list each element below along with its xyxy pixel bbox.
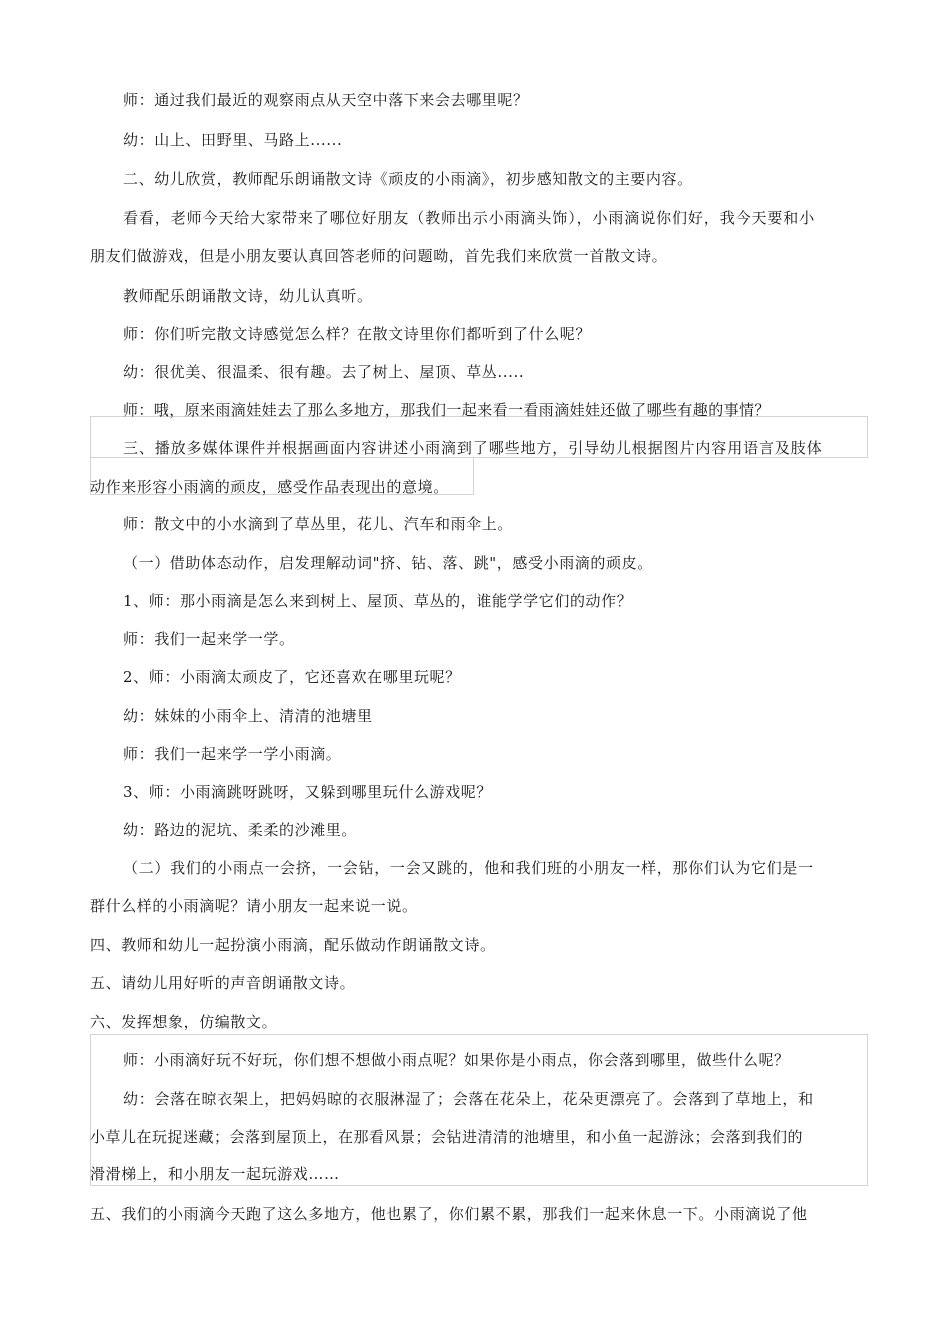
text-line: （二）我们的小雨点一会挤，一会钻，一会又跳的，他和我们班的小朋友一样，那你们认为它们是一 [123, 859, 814, 877]
text-line: 师：哦，原来雨滴娃娃去了那么多地方，那我们一起来看一看雨滴娃娃还做了哪些有趣的事情？ [123, 401, 770, 419]
text-line: 小草儿在玩捉迷藏；会落到屋顶上，在那看风景；会钻进清清的池塘里，和小鱼一起游泳；会落到我们的 [90, 1128, 804, 1146]
text-line: 五、请幼儿用好听的声音朗诵散文诗。 [90, 974, 356, 992]
text-line: 教师配乐朗诵散文诗，幼儿认真听。 [123, 287, 373, 305]
text-line: 幼：会落在晾衣架上，把妈妈晾的衣服淋湿了；会落在花朵上，花朵更漂亮了。会落到了草地上，和 [123, 1090, 814, 1108]
text-line: 1、师：那小雨滴是怎么来到树上、屋顶、草丛的，谁能学学它们的动作？ [123, 592, 633, 610]
text-line: 3、师：小雨滴跳呀跳呀，又躲到哪里玩什么游戏呢？ [123, 783, 492, 801]
text-line: 看看，老师今天给大家带来了哪位好朋友（教师出示小雨滴头饰），小雨滴说你们好，我今天要和小 [123, 209, 816, 227]
text-line: 师：我们一起来学一学小雨滴。 [123, 745, 342, 763]
text-line: 二、幼儿欣赏，教师配乐朗诵散文诗《顽皮的小雨滴》，初步感知散文的主要内容。 [123, 170, 693, 188]
text-line: 2、师：小雨滴太顽皮了，它还喜欢在哪里玩呢？ [123, 668, 461, 686]
text-line: 群什么样的小雨滴呢？请小朋友一起来说一说。 [90, 897, 418, 915]
text-line: 五、我们的小雨滴今天跑了这么多地方，他也累了，你们累不累，那我们一起来休息一下。小雨滴说了他 [90, 1205, 808, 1223]
text-line: 幼：路边的泥坑、柔柔的沙滩里。 [123, 821, 358, 839]
text-line: 朋友们做游戏，但是小朋友要认真回答老师的问题呦，首先我们来欣赏一首散文诗。 [90, 247, 668, 265]
text-line: 三、播放多媒体课件并根据画面内容讲述小雨滴到了哪些地方，引导幼儿根据图片内容用语言及肢体 [123, 439, 823, 457]
text-line: 滑滑梯上，和小朋友一起玩游戏…… [90, 1165, 340, 1183]
text-line: 动作来形容小雨滴的顽皮，感受作品表现出的意境。 [90, 478, 449, 496]
text-line: 师：通过我们最近的观察雨点从天空中落下来会去哪里呢？ [123, 91, 529, 109]
text-line: 幼：很优美、很温柔、很有趣。去了树上、屋顶、草丛..... [123, 363, 525, 381]
text-line: 四、教师和幼儿一起扮演小雨滴，配乐做动作朗诵散文诗。 [90, 936, 496, 954]
text-line: 幼：山上、田野里、马路上...... [123, 131, 343, 149]
text-line: 幼：妹妹的小雨伞上、清清的池塘里 [123, 707, 373, 725]
text-line: 师：我们一起来学一学。 [123, 630, 295, 648]
text-line: 师：你们听完散文诗感觉怎么样？在散文诗里你们都听到了什么呢？ [123, 325, 592, 343]
text-line: 六、发挥想象，仿编散文。 [90, 1013, 278, 1031]
text-line: （一）借助体态动作，启发理解动词"挤、钻、落、跳"，感受小雨滴的顽皮。 [123, 554, 653, 572]
text-line: 师：散文中的小水滴到了草丛里，花儿、汽车和雨伞上。 [123, 515, 514, 533]
text-line: 师：小雨滴好玩不好玩，你们想不想做小雨点呢？如果你是小雨点，你会落到哪里，做些什么呢？ [123, 1051, 790, 1069]
